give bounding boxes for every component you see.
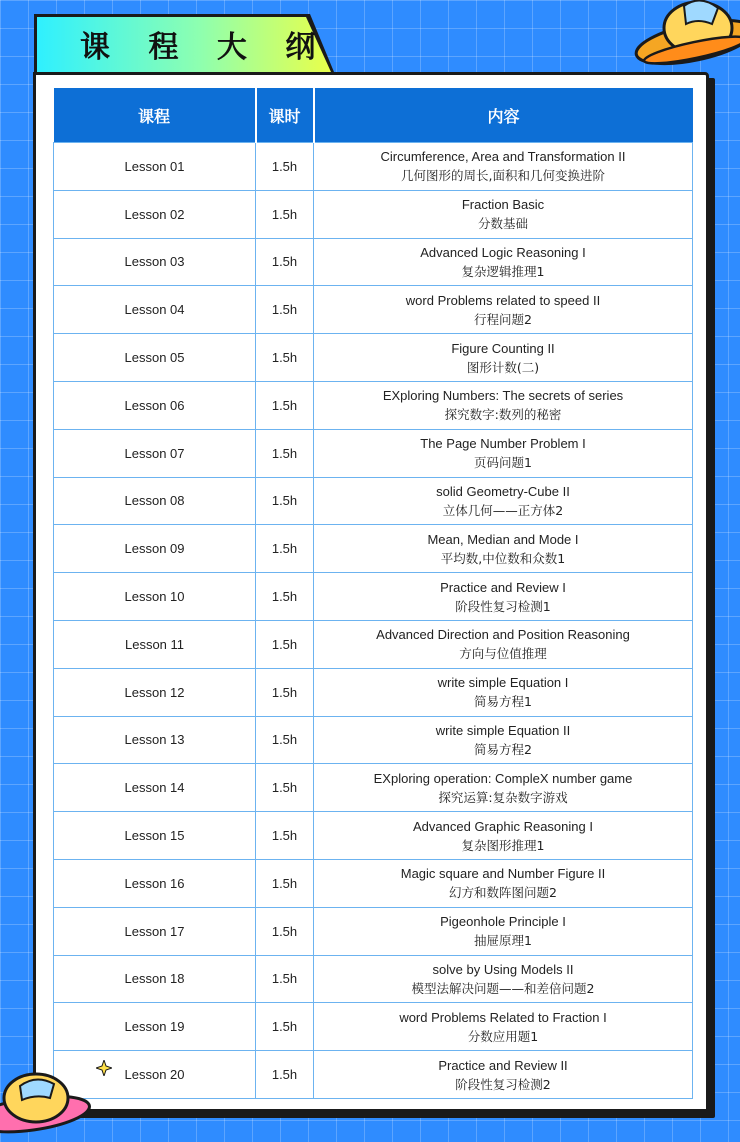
content-cell — [314, 1051, 693, 1099]
hours-cell: 1.5h — [256, 955, 314, 1003]
content-cell — [314, 190, 693, 238]
hours-cell: 1.5h — [256, 812, 314, 860]
hours-cell: 1.5h — [256, 1003, 314, 1051]
lesson-cell: Lesson 14 — [54, 764, 256, 812]
table-row — [54, 334, 693, 382]
content-cell — [314, 668, 693, 716]
content-cell — [314, 286, 693, 334]
content-english: Pigeonhole Principle I — [440, 914, 566, 930]
hours-cell: 1.5h — [256, 764, 314, 812]
table-row — [54, 1003, 693, 1051]
content-chinese: 平均数,中位数和众数1 — [440, 550, 566, 566]
content-english: The Page Number Problem I — [420, 436, 586, 452]
content-chinese: 复杂逻辑推理1 — [461, 263, 545, 279]
lesson-cell: Lesson 04 — [54, 286, 256, 334]
table-row — [54, 573, 693, 621]
table-row — [54, 620, 693, 668]
content-chinese: 几何图形的周长,面积和几何变换进阶 — [401, 168, 605, 184]
hours-cell: 1.5h — [256, 238, 314, 286]
lesson-cell: Lesson 01 — [54, 143, 256, 191]
content-cell — [314, 716, 693, 764]
sparkle-icon — [96, 1060, 112, 1076]
header-content: 内容 — [314, 88, 693, 143]
content-english: EXploring Numbers: The secrets of series — [382, 388, 624, 404]
content-chinese: 阶段性复习检测2 — [455, 1076, 551, 1092]
content-cell — [314, 381, 693, 429]
header-course: 课程 — [54, 88, 256, 143]
table-row — [54, 668, 693, 716]
content-chinese: 分数应用题1 — [467, 1028, 539, 1044]
content-chinese: 立体几何——正方体2 — [442, 502, 564, 518]
content-chinese: 复杂图形推理1 — [461, 837, 545, 853]
hours-cell: 1.5h — [256, 525, 314, 573]
content-cell — [314, 525, 693, 573]
lesson-cell: Lesson 07 — [54, 429, 256, 477]
lesson-cell: Lesson 10 — [54, 573, 256, 621]
hours-cell: 1.5h — [256, 620, 314, 668]
header-hours: 课时 — [256, 88, 314, 143]
content-english: write simple Equation I — [437, 675, 569, 691]
page-title: 课 程 大 纲 — [80, 30, 330, 65]
content-english: solid Geometry-Cube II — [436, 483, 570, 499]
ufo-icon — [0, 1062, 100, 1142]
table-row — [54, 859, 693, 907]
lesson-cell: Lesson 03 — [54, 238, 256, 286]
content-cell — [314, 859, 693, 907]
content-cell — [314, 907, 693, 955]
content-cell — [314, 955, 693, 1003]
content-english: write simple Equation II — [435, 722, 571, 738]
hours-cell: 1.5h — [256, 859, 314, 907]
lesson-cell: Lesson 20 — [54, 1051, 256, 1099]
content-chinese: 阶段性复习检测1 — [455, 598, 551, 614]
content-chinese: 幻方和数阵图问题2 — [449, 885, 557, 901]
hours-cell: 1.5h — [256, 381, 314, 429]
table-row — [54, 477, 693, 525]
table-row — [54, 764, 693, 812]
hours-cell: 1.5h — [256, 477, 314, 525]
content-chinese: 方向与位值推理 — [459, 646, 547, 662]
content-cell — [314, 238, 693, 286]
table-row — [54, 381, 693, 429]
content-cell — [314, 477, 693, 525]
hours-cell: 1.5h — [256, 286, 314, 334]
table-row — [54, 143, 693, 191]
content-chinese: 页码问题1 — [474, 455, 532, 471]
hours-cell: 1.5h — [256, 429, 314, 477]
lesson-cell: Lesson 02 — [54, 190, 256, 238]
content-english: Advanced Direction and Position Reasoning — [376, 627, 630, 643]
table-row — [54, 238, 693, 286]
content-english: Figure Counting II — [451, 340, 555, 356]
content-english: Magic square and Number Figure II — [400, 866, 606, 882]
lesson-cell: Lesson 06 — [54, 381, 256, 429]
lesson-cell: Lesson 17 — [54, 907, 256, 955]
hours-cell: 1.5h — [256, 143, 314, 191]
hours-cell: 1.5h — [256, 716, 314, 764]
content-cell — [314, 429, 693, 477]
content-cell — [314, 620, 693, 668]
content-cell — [314, 1003, 693, 1051]
content-english: solve by Using Models II — [432, 961, 574, 977]
content-chinese: 模型法解决问题——和差倍问题2 — [411, 980, 595, 996]
hours-cell: 1.5h — [256, 573, 314, 621]
hours-cell: 1.5h — [256, 334, 314, 382]
table-row — [54, 812, 693, 860]
lesson-cell: Lesson 12 — [54, 668, 256, 716]
content-cell — [314, 143, 693, 191]
table-row — [54, 907, 693, 955]
table-row — [54, 525, 693, 573]
lesson-cell: Lesson 19 — [54, 1003, 256, 1051]
content-chinese: 图形计数(二) — [466, 359, 540, 375]
content-cell — [314, 764, 693, 812]
content-chinese: 抽屉原理1 — [474, 933, 532, 949]
content-cell — [314, 573, 693, 621]
content-english: Advanced Graphic Reasoning I — [413, 818, 593, 834]
content-chinese: 探究数字:数列的秘密 — [444, 407, 562, 423]
content-chinese: 简易方程2 — [474, 741, 532, 757]
lesson-cell: Lesson 05 — [54, 334, 256, 382]
lesson-cell: Lesson 11 — [54, 620, 256, 668]
hours-cell: 1.5h — [256, 190, 314, 238]
content-chinese: 探究运算:复杂数字游戏 — [438, 789, 568, 805]
lesson-cell: Lesson 09 — [54, 525, 256, 573]
content-english: Practice and Review II — [438, 1057, 568, 1073]
content-english: EXploring operation: CompleX number game — [373, 770, 633, 786]
table-row — [54, 429, 693, 477]
table-row — [54, 190, 693, 238]
table-row — [54, 955, 693, 1003]
lesson-cell: Lesson 08 — [54, 477, 256, 525]
content-english: word Problems Related to Fraction I — [399, 1009, 607, 1025]
hours-cell: 1.5h — [256, 1051, 314, 1099]
content-english: Advanced Logic Reasoning I — [420, 244, 586, 260]
content-chinese: 行程问题2 — [474, 311, 532, 327]
lesson-cell: Lesson 16 — [54, 859, 256, 907]
content-chinese: 分数基础 — [477, 216, 528, 232]
content-cell — [314, 812, 693, 860]
lesson-cell: Lesson 13 — [54, 716, 256, 764]
table-body — [54, 143, 693, 1099]
table-header-row — [54, 88, 693, 143]
lesson-cell: Lesson 18 — [54, 955, 256, 1003]
content-english: Practice and Review I — [440, 579, 566, 595]
table-row — [54, 286, 693, 334]
content-english: Mean, Median and Mode I — [427, 531, 579, 547]
course-table — [53, 88, 693, 1099]
content-english: Fraction Basic — [461, 197, 545, 213]
lesson-cell: Lesson 15 — [54, 812, 256, 860]
table-row — [54, 716, 693, 764]
table-row — [54, 1051, 693, 1099]
hours-cell: 1.5h — [256, 668, 314, 716]
content-cell — [314, 334, 693, 382]
hours-cell: 1.5h — [256, 907, 314, 955]
content-chinese: 简易方程1 — [474, 694, 532, 710]
content-english: Circumference, Area and Transformation II — [380, 149, 626, 165]
content-english: word Problems related to speed II — [405, 292, 601, 308]
